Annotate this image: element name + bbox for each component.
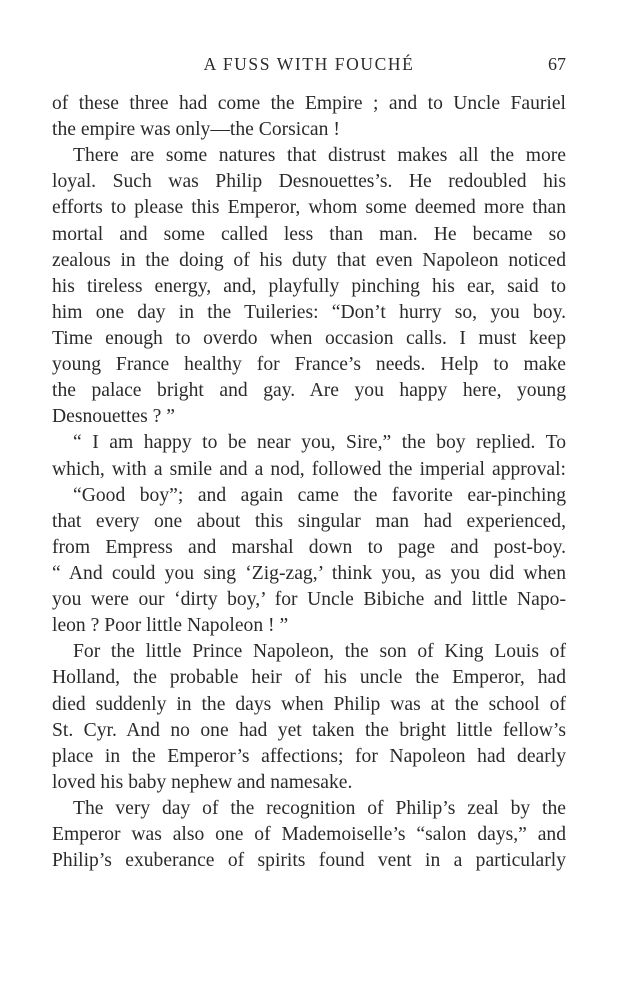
text-line: Holland, the probable heir of his uncle the Emperor, had [52,667,566,689]
running-head [52,52,566,76]
text-line: of these three had come the Empire ; and to Uncle Fauriel [52,93,566,114]
text-line: St. Cyr. And no one had yet taken the bright little fellow’s [52,719,566,741]
text-line: the empire was only—the Corsican ! [52,119,340,141]
text-line: him one day in the Tuileries: “Don’t hurry so, you boy. [52,301,566,323]
chapter-title: A FUSS WITH FOUCHÉ [203,54,415,74]
text-line: which, with a smile and a nod, followed the imperial approval: [52,458,566,480]
text-line: Time enough to overdo when occasion calls. I must keep [52,327,566,349]
text-line: leon ? Poor little Napoleon ! ” [52,615,289,637]
text-line: “ I am happy to be near you, Sire,” the boy replied. To [73,432,566,454]
text-line: Desnouettes ? ” [52,406,175,428]
body-text [52,91,566,874]
text-line: loyal. Such was Philip Desnouettes’s. He redoubled his [52,171,566,193]
text-line: Emperor was also one of Mademoiselle’s “salon days,” and [52,824,566,846]
text-line: place in the Emperor’s affections; for Napoleon had dearly [52,745,566,767]
text-line: For the little Prince Napoleon, the son of King Louis of [73,641,566,663]
text-line: young France healthy for France’s needs. Help to make [52,354,566,376]
text-line: The very day of the recognition of Philip’s zeal by the [73,797,566,819]
text-line: efforts to please this Emperor, whom some deemed more than [52,197,566,219]
text-line: loved his baby nephew and namesake. [52,771,353,793]
text-line: “ And could you sing ‘Zig-zag,’ think you, as you did when [52,562,566,584]
text-line: that every one about this singular man had experienced, [52,510,566,532]
text-line: Philip’s exuberance of spirits found vent in a particularly [52,850,566,872]
text-line: mortal and some called less than man. He became so [52,223,566,245]
text-line: died suddenly in the days when Philip was at the school of [52,693,566,715]
text-line: zealous in the doing of his duty that even Napoleon noticed [52,249,566,271]
text-line: his tireless energy, and, playfully pinching his ear, said to [52,275,566,297]
text-line: There are some natures that distrust makes all the more [73,145,566,167]
text-line: you were our ‘dirty boy,’ for Uncle Bibiche and little Napo- [52,589,566,611]
text-line: the palace bright and gay. Are you happy here, young [52,380,566,402]
page-number: 67 [548,54,566,74]
text-line: from Empress and marshal down to page and post-boy. [52,536,566,558]
text-line: “Good boy”; and again came the favorite ear-pinching [73,484,566,506]
